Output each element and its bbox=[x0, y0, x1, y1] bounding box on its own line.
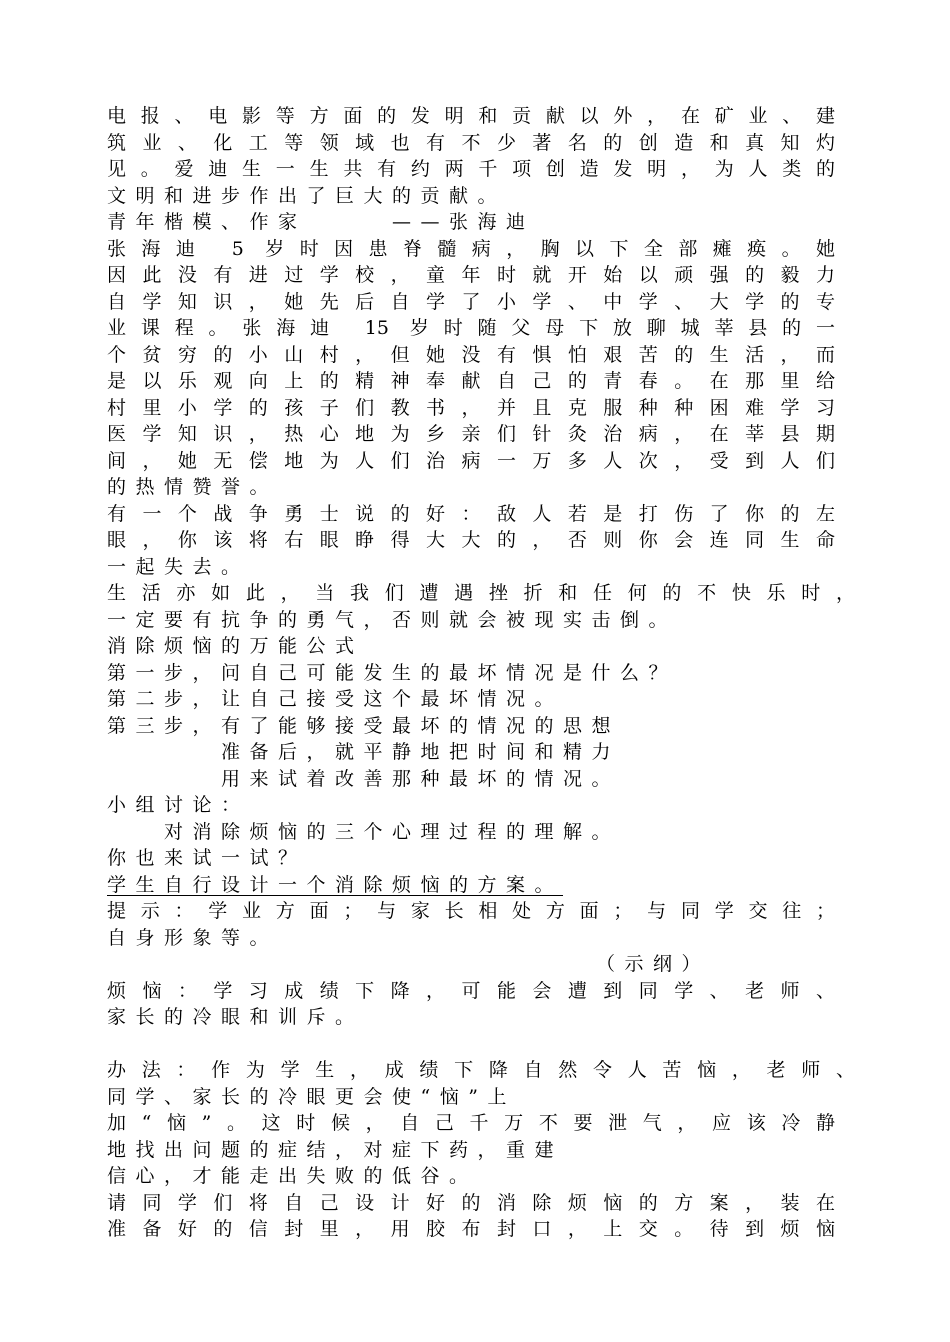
hint-line: 自身形象等。 bbox=[107, 927, 279, 949]
underlined-task: 学生自行设计一个消除烦恼的方案。 bbox=[107, 874, 564, 896]
text-line: 家长的冷眼和训斥。 bbox=[107, 1006, 364, 1028]
text-line: 对消除烦恼的三个心理过程的理解。 bbox=[107, 821, 621, 843]
text-line: 村里小学的孩子们教书，并且克服种种困难学习 bbox=[107, 397, 835, 419]
text-line: 张海迪 5 岁时因患脊髓病，胸以下全部瘫痪。她 bbox=[107, 238, 835, 260]
text-line: 准备好的信封里，用胶布封口，上交。待到烦恼 bbox=[107, 1218, 835, 1240]
text-line: 眼，你该将右眼睁得大大的，否则你会连同生命 bbox=[107, 529, 835, 551]
text-line: 见。爱迪生一生共有约两千项创造发明，为人类的 bbox=[107, 158, 835, 180]
step-line: 第二步，让自己接受这个最坏情况。 bbox=[107, 688, 564, 710]
text-line: 电报、电影等方面的发明和贡献以外，在矿业、建 bbox=[107, 105, 835, 127]
text-line: 是以乐观向上的精神奉献自己的青春。在那里给 bbox=[107, 370, 835, 392]
text-line: 文明和进步作出了巨大的贡献。 bbox=[107, 185, 507, 207]
text-line: 请同学们将自己设计好的消除烦恼的方案，装在 bbox=[107, 1192, 835, 1214]
text-line: 有一个战争勇士说的好：敌人若是打伤了你的左 bbox=[107, 503, 835, 525]
text-line: 生活亦如此，当我们遭遇挫折和任何的不快乐时， bbox=[107, 582, 855, 604]
text-line: 信心，才能走出失败的低谷。 bbox=[107, 1165, 478, 1187]
step-line: 第三步，有了能够接受最坏的情况的思想 bbox=[107, 715, 621, 737]
step-line: 准备后，就平静地把时间和精力 bbox=[107, 741, 621, 763]
text-line: 同学、家长的冷眼更会使“恼”上 bbox=[107, 1086, 516, 1108]
text-line: 你也来试一试？ bbox=[107, 847, 307, 869]
text-line: 个贫穷的小山村，但她没有惧怕艰苦的生活，而 bbox=[107, 344, 835, 366]
section-heading: 消除烦恼的万能公式 bbox=[107, 635, 364, 657]
text-line: 地找出问题的症结，对症下药，重建 bbox=[107, 1139, 564, 1161]
text-line: 医学知识，热心地为乡亲们针灸治病，在莘县期 bbox=[107, 423, 835, 445]
hint-line: 提示：学业方面；与家长相处方面；与同学交往； bbox=[107, 900, 835, 922]
text-line: 自学知识，她先后自学了小学、中学、大学的专 bbox=[107, 291, 835, 313]
text-line: 一起失去。 bbox=[107, 556, 250, 578]
example-label: （示纲） bbox=[596, 953, 711, 975]
step-line: 第一步，问自己可能发生的最坏情况是什么？ bbox=[107, 662, 678, 684]
text-line: 筑业、化工等领域也有不少著名的创造和真知灼 bbox=[107, 132, 835, 154]
text-line: 间，她无偿地为人们治病一万多人次，受到人们 bbox=[107, 450, 835, 472]
section-heading: 青年楷模、作家 ——张海迪 bbox=[107, 211, 535, 233]
step-line: 用来试着改善那种最坏的情况。 bbox=[107, 768, 621, 790]
text-line: 的热情赞誉。 bbox=[107, 476, 279, 498]
text-line: 烦恼：学习成绩下降，可能会遭到同学、老师、 bbox=[107, 980, 835, 1002]
text-line: 一定要有抗争的勇气，否则就会被现实击倒。 bbox=[107, 609, 678, 631]
text-line: 因此没有进过学校，童年时就开始以顽强的毅力 bbox=[107, 264, 835, 286]
text-line: 加“恼”。这时候，自己千万不要泄气，应该冷静 bbox=[107, 1112, 835, 1134]
text-line: 业课程。张海迪 15 岁时随父母下放聊城莘县的一 bbox=[107, 317, 835, 339]
section-heading: 小组讨论： bbox=[107, 794, 250, 816]
text-line: 办法：作为学生，成绩下降自然令人苦恼，老师、 bbox=[107, 1059, 855, 1081]
